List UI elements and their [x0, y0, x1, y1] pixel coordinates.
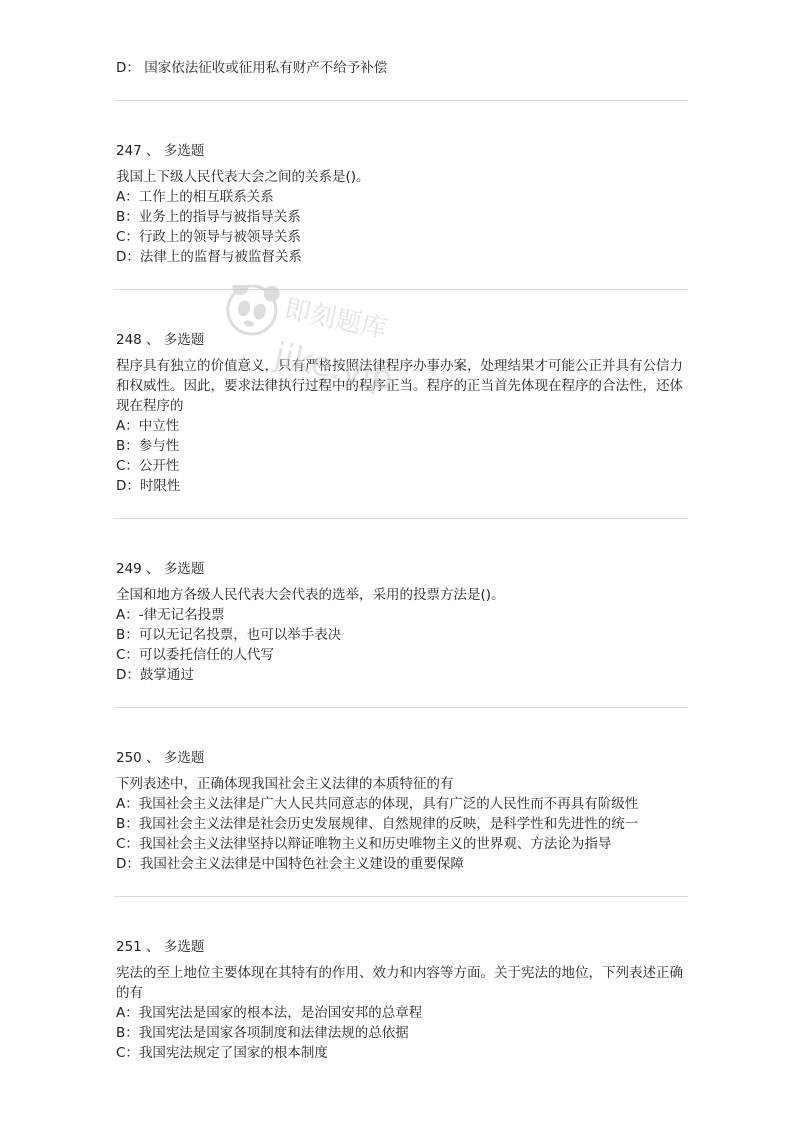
question-type: 多选题: [163, 750, 205, 766]
option-text: 我国宪法是国家各项制度和法律法规的总依据: [138, 1025, 409, 1041]
option-b: [116, 1023, 686, 1043]
option-b: [116, 207, 686, 227]
option-text: 可以委托信任的人代写: [138, 647, 274, 663]
question-number: 247 、: [116, 143, 160, 159]
option-key: C：: [116, 836, 139, 852]
option-text: 我国社会主义法律坚持以辩证唯物主义和历史唯物主义的世界观、方法论为指导: [138, 836, 612, 852]
question-type: 多选题: [163, 332, 205, 348]
option-d: [116, 854, 686, 874]
question-stem: 下列表述中，正确体现我国社会主义法律的本质特征的有: [116, 776, 454, 792]
option-key: A：: [116, 1005, 139, 1021]
option-key: D：: [116, 667, 140, 683]
question-249: [116, 559, 686, 685]
option-c: [116, 645, 686, 665]
option-c: [116, 1043, 686, 1063]
divider: [114, 518, 688, 519]
option-key: D：: [116, 856, 140, 872]
question-247: [116, 141, 686, 267]
option-key: A：: [116, 607, 139, 623]
question-header: [116, 330, 686, 350]
option-text: 国家依法征收或征用私有财产不给予补偿: [144, 60, 388, 76]
option-text: 中立性: [138, 418, 180, 434]
question-stem: 全国和地方各级人民代表大会代表的选举，采用的投票方法是()。: [116, 587, 505, 603]
option-text: 我国社会主义法律是社会历史发展规律、自然规律的反映，是科学性和先进性的统一: [138, 816, 639, 832]
option-text: 我国社会主义法律是中国特色社会主义建设的重要保障: [139, 856, 464, 872]
option-key: D：: [116, 60, 140, 76]
option-a: [116, 605, 686, 625]
divider: [114, 896, 688, 897]
question-type: 多选题: [163, 939, 205, 955]
option-text: 公开性: [138, 458, 180, 474]
option-d: [116, 247, 686, 267]
option-d: [116, 665, 686, 685]
option-c: [116, 227, 686, 247]
option-key: B：: [116, 627, 139, 643]
option-text: 我国社会主义法律是广大人民共同意志的体现，具有广泛的人民性而不再具有阶级性: [138, 796, 639, 812]
option-key: B：: [116, 209, 139, 225]
option-a: [116, 1003, 686, 1023]
option-a: [116, 416, 686, 436]
option-key: D：: [116, 249, 140, 265]
option-d: [116, 476, 686, 496]
option-key: A：: [116, 418, 139, 434]
option-c: [116, 834, 686, 854]
question-stem: 程序具有独立的价值意义，只有严格按照法律程序办事办案，处理结果才可能公正并具有公信力和权威性。因此，要求法律执行过程中的程序正当。程序的正当首先体现在程序的合法性，还体现在程序的: [116, 358, 683, 414]
question-header: [116, 748, 686, 768]
option-key: B：: [116, 1025, 139, 1041]
option-key: C：: [116, 647, 139, 663]
option-b: [116, 814, 686, 834]
question-number: 248 、: [116, 332, 160, 348]
option-a: [116, 187, 686, 207]
option-text: -律无记名投票: [138, 607, 225, 623]
divider: [114, 100, 688, 101]
question-stem: 宪法的至上地位主要体现在其特有的作用、效力和内容等方面。关于宪法的地位，下列表述正确的有: [116, 965, 683, 1001]
divider: [114, 289, 688, 290]
document-page: [116, 58, 686, 1063]
option-text: 时限性: [139, 478, 181, 494]
question-header: [116, 141, 686, 161]
divider: [114, 707, 688, 708]
option-b: [116, 625, 686, 645]
option-key: C：: [116, 1045, 139, 1061]
option-key: A：: [116, 189, 139, 205]
top-option-d: [116, 58, 686, 78]
option-key: D：: [116, 478, 140, 494]
question-stem: 我国上下级人民代表大会之间的关系是()。: [116, 169, 370, 185]
question-number: 249 、: [116, 561, 160, 577]
option-key: C：: [116, 229, 139, 245]
option-text: 行政上的领导与被领导关系: [138, 229, 301, 245]
option-text: 我国宪法规定了国家的根本制度: [138, 1045, 328, 1061]
question-number: 251 、: [116, 939, 160, 955]
question-number: 250 、: [116, 750, 160, 766]
question-header: [116, 937, 686, 957]
question-248: [116, 330, 686, 496]
question-250: [116, 748, 686, 874]
option-key: B：: [116, 816, 139, 832]
option-text: 可以无记名投票，也可以举手表决: [138, 627, 342, 643]
question-header: [116, 559, 686, 579]
option-key: B：: [116, 438, 139, 454]
option-c: [116, 456, 686, 476]
option-text: 业务上的指导与被指导关系: [138, 209, 301, 225]
option-text: 鼓掌通过: [139, 667, 194, 683]
option-key: A：: [116, 796, 139, 812]
option-text: 我国宪法是国家的根本法，是治国安邦的总章程: [138, 1005, 423, 1021]
option-key: C：: [116, 458, 139, 474]
option-text: 工作上的相互联系关系: [138, 189, 274, 205]
question-type: 多选题: [163, 143, 205, 159]
option-a: [116, 794, 686, 814]
question-251: [116, 937, 686, 1063]
option-b: [116, 436, 686, 456]
question-type: 多选题: [163, 561, 205, 577]
watermark-text: 即刻题库: [281, 294, 390, 346]
watermark-url: jike.vip: [270, 335, 397, 400]
option-text: 参与性: [138, 438, 180, 454]
option-text: 法律上的监督与被监督关系: [139, 249, 302, 265]
